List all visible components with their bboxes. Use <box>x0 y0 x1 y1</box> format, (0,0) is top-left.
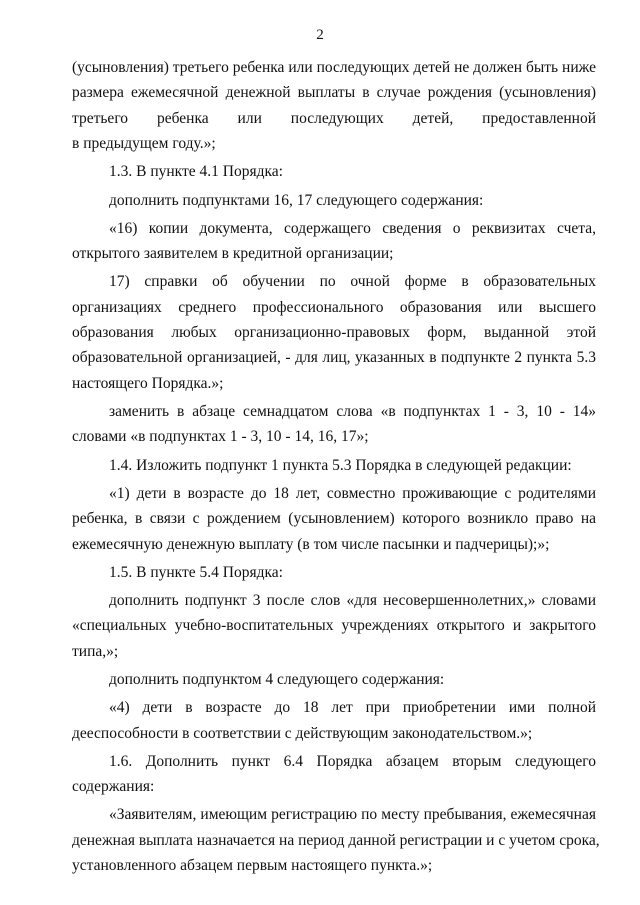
text-line: размера ежемесячной денежной выплаты в случае рождения (усыновления) <box>72 84 596 102</box>
text-line: организациях среднего профессионального образования или высшего <box>72 298 596 316</box>
text-line: содержания: <box>72 778 155 796</box>
text-line: «Заявителям, имеющим регистрацию по месту пребывания, ежемесячная <box>109 806 596 824</box>
paragraph-amend-subitem-3 <box>72 588 596 664</box>
text-line: 1.6. Дополнить пункт 6.4 Порядка абзацем вторым следующего <box>109 752 596 770</box>
text-line: «1) дети в возрасте до 18 лет, совместно проживающие с родителями <box>109 484 596 502</box>
text-line: дополнить подпунктом 4 следующего содержания: <box>109 670 445 688</box>
text-line: заменить в абзаце семнадцатом слова «в подпунктах 1 - 3, 10 - 14» <box>109 403 596 421</box>
text-line: 17) справки об обучении по очной форме в образовательных <box>109 273 596 291</box>
text-line: ребенка, в связи с рождением (усыновлением) которого возникло право на <box>72 510 596 528</box>
text-line: «16) копии документа, содержащего сведения о реквизитах счета, <box>109 219 596 237</box>
paragraph-replace-words <box>72 399 596 450</box>
paragraph-subitem-16 <box>72 216 596 267</box>
text-line: настоящего Порядка.»; <box>72 374 224 392</box>
text-line: «специальных учебно-воспитательных учреждениях открытого и закрытого <box>72 617 596 635</box>
paragraph-registration-text <box>72 802 600 878</box>
text-line: открытого заявителем в кредитной организации; <box>72 245 394 263</box>
text-line: «4) дети в возрасте до 18 лет при приобретении ими полной <box>109 699 596 717</box>
paragraph-item-1-5 <box>72 560 596 585</box>
paragraph-add-subitem-4 <box>72 667 596 692</box>
paragraph-subitem-1 <box>72 481 596 557</box>
text-line: установленного абзацем первым настоящего пункта.»; <box>72 857 433 875</box>
paragraph-item-1-6 <box>72 749 596 800</box>
paragraph-continuation <box>72 55 596 157</box>
text-line: 1.3. В пункте 4.1 Порядка: <box>109 163 283 181</box>
text-line: дополнить подпунктами 16, 17 следующего содержания: <box>109 191 484 209</box>
text-line: образования любых организационно-правовых форм, выданной этой <box>72 324 596 342</box>
text-line: дополнить подпункт 3 после слов «для несовершеннолетних,» словами <box>109 591 596 609</box>
paragraph-subitem-4 <box>72 695 596 746</box>
text-line: ежемесячную денежную выплату (в том числе пасынки и падчерицы);»; <box>72 535 550 553</box>
paragraph-add-subitems <box>72 188 596 213</box>
paragraph-subitem-17 <box>72 269 596 396</box>
text-line: 1.4. Изложить подпункт 1 пункта 5.3 Порядка в следующей редакции: <box>109 456 572 474</box>
text-line: третьего ребенка или последующих детей, предоставленной <box>72 109 596 127</box>
text-line: образовательной организацией, - для лиц, указанных в подпункте 2 пункта 5.3 <box>72 349 596 367</box>
text-line: типа,»; <box>72 642 119 660</box>
text-line: дееспособности в соответствии с действующим законодательством.»; <box>72 724 533 742</box>
text-line: (усыновления) третьего ребенка или последующих детей не должен быть ниже <box>72 59 596 76</box>
text-line: в предыдущем году.»; <box>72 135 216 153</box>
text-line: денежная выплата назначается на период данной регистрации и с учетом срока, <box>72 831 600 849</box>
document-body <box>72 55 600 878</box>
text-line: словами «в подпунктах 1 - 3, 10 - 14, 16, 17»; <box>72 428 369 446</box>
text-line: 1.5. В пункте 5.4 Порядка: <box>109 563 283 581</box>
paragraph-item-1-3 <box>72 159 596 184</box>
page-number: 2 <box>316 27 324 43</box>
paragraph-item-1-4 <box>72 453 596 478</box>
